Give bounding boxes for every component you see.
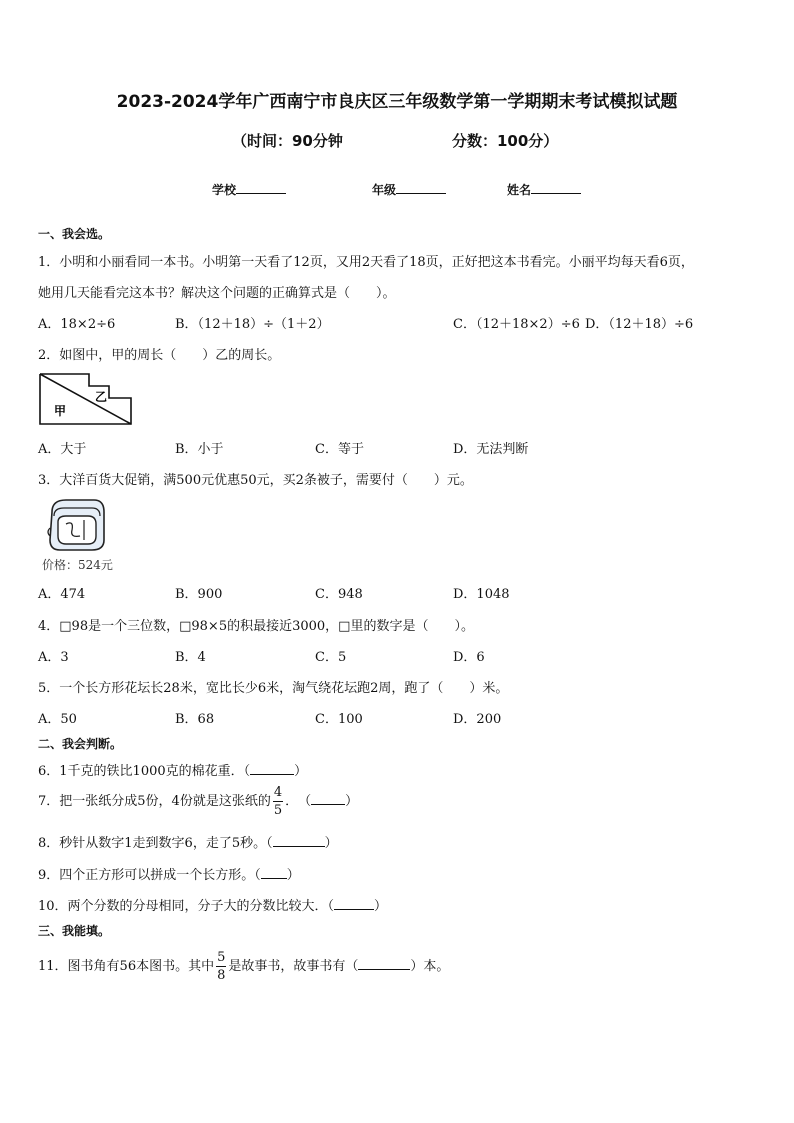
- question-8-blank[interactable]: [273, 834, 325, 847]
- question-7-blank[interactable]: [311, 792, 345, 805]
- question-8-tail: ）: [324, 836, 338, 851]
- question-7-tail-b: ）: [345, 794, 359, 809]
- question-2: 2．如图中，甲的周长（ ）乙的周长。: [38, 348, 281, 363]
- question-6-text: 6．1千克的铁比1000克的棉花重．（: [38, 764, 251, 779]
- fraction-five-eighths: [216, 951, 226, 982]
- question-5-option-a[interactable]: A．50: [38, 712, 77, 727]
- question-4-option-c[interactable]: C．5: [315, 650, 347, 665]
- school-blank[interactable]: [236, 193, 286, 194]
- shape-figure: [38, 372, 134, 426]
- question-9-tail: ）: [286, 868, 300, 883]
- question-7-text: 7．把一张纸分成5份，4份就是这张纸的: [38, 794, 271, 809]
- question-9-text: 9．四个正方形可以拼成一个长方形。（: [38, 868, 261, 883]
- question-10-blank[interactable]: [334, 897, 374, 910]
- question-6-blank[interactable]: [250, 762, 294, 775]
- fraction-numerator: 5: [217, 950, 226, 965]
- grade-field: [372, 181, 446, 198]
- section-choice: 一、我会选。: [38, 227, 111, 241]
- question-1-option-c[interactable]: C．（12＋18×2）÷6: [453, 317, 580, 332]
- question-10: [38, 895, 387, 914]
- question-1-option-a[interactable]: A．18×2÷6: [38, 317, 116, 332]
- fraction-numerator: 4: [273, 785, 283, 800]
- question-7: [38, 786, 358, 817]
- quilt-price: 价格：524元: [42, 558, 113, 572]
- name-field: [507, 181, 581, 198]
- question-10-tail: ）: [374, 899, 388, 914]
- question-5-option-b[interactable]: B．68: [175, 712, 215, 727]
- question-6-tail: ）: [294, 764, 308, 779]
- question-2-option-b[interactable]: B．小于: [175, 442, 224, 457]
- question-2-option-d[interactable]: D．无法判断: [453, 442, 529, 457]
- quilt-icon: [44, 496, 108, 554]
- question-4: 4．□98是一个三位数，□98×5的积最接近3000，□里的数字是（ ）。: [38, 619, 474, 634]
- question-5-option-d[interactable]: D．200: [453, 712, 502, 727]
- question-3: 3．大洋百货大促销，满500元优惠50元，买2条被子，需要付（ ）元。: [38, 473, 473, 488]
- section-judge: 二、我会判断。: [38, 737, 123, 751]
- question-4-option-d[interactable]: D．6: [453, 650, 485, 665]
- exam-score: 分数：100分）: [452, 132, 559, 150]
- question-7-tail-a: ． （: [285, 794, 312, 809]
- fraction-denominator: 5: [273, 803, 283, 818]
- label-yi: 乙: [95, 390, 108, 404]
- name-blank[interactable]: [531, 193, 581, 194]
- grade-label: 年级: [372, 183, 397, 197]
- question-3-option-c[interactable]: C．948: [315, 587, 363, 602]
- question-8: [38, 832, 338, 851]
- question-4-option-a[interactable]: A．3: [38, 650, 69, 665]
- name-label: 姓名: [507, 183, 532, 197]
- question-4-option-b[interactable]: B．4: [175, 650, 206, 665]
- school-field: [212, 181, 286, 198]
- question-9: [38, 864, 300, 883]
- page-title: 2023-2024学年广西南宁市良庆区三年级数学第一学期期末考试模拟试题: [116, 92, 678, 112]
- question-3-option-a[interactable]: A．474: [38, 587, 86, 602]
- question-11-text-a: 11．图书角有56本图书。其中: [38, 959, 215, 974]
- question-1-option-d[interactable]: D．（12＋18）÷6: [585, 317, 694, 332]
- question-10-text: 10．两个分数的分母相同，分子大的分数比较大．（: [38, 899, 335, 914]
- question-11: [38, 951, 449, 982]
- question-1-line-2: 她用几天能看完这本书？解决这个问题的正确算式是（ ）。: [38, 286, 396, 301]
- question-11-text-b: 是故事书，故事书有（: [228, 959, 359, 974]
- question-1-option-b[interactable]: B．（12＋18）÷（1＋2）: [175, 317, 330, 332]
- exam-time: （时间：90分钟: [232, 132, 343, 150]
- fraction-denominator: 8: [217, 968, 226, 983]
- question-1-line-1: 1．小明和小丽看同一本书。小明第一天看了12页，又用2天看了18页，正好把这本书看完。小丽平均每天看6页，: [38, 255, 694, 270]
- school-label: 学校: [212, 183, 237, 197]
- question-8-text: 8．秒针从数字1走到数字6，走了5秒。（: [38, 836, 273, 851]
- question-3-option-d[interactable]: D．1048: [453, 587, 510, 602]
- label-jia: 甲: [54, 404, 67, 418]
- question-5: 5．一个长方形花坛长28米，宽比长少6米，淘气绕花坛跑2周，跑了（ ）米。: [38, 681, 509, 696]
- question-9-blank[interactable]: [261, 866, 287, 879]
- section-fill: 三、我能填。: [38, 924, 111, 938]
- question-5-option-c[interactable]: C．100: [315, 712, 363, 727]
- grade-blank[interactable]: [396, 193, 446, 194]
- question-11-tail: ）本。: [410, 959, 450, 974]
- fraction-four-fifths: [273, 786, 283, 817]
- question-3-option-b[interactable]: B．900: [175, 587, 223, 602]
- question-2-option-c[interactable]: C．等于: [315, 442, 364, 457]
- question-11-blank[interactable]: [358, 957, 410, 970]
- question-6: [38, 760, 307, 779]
- question-2-option-a[interactable]: A．大于: [38, 442, 87, 457]
